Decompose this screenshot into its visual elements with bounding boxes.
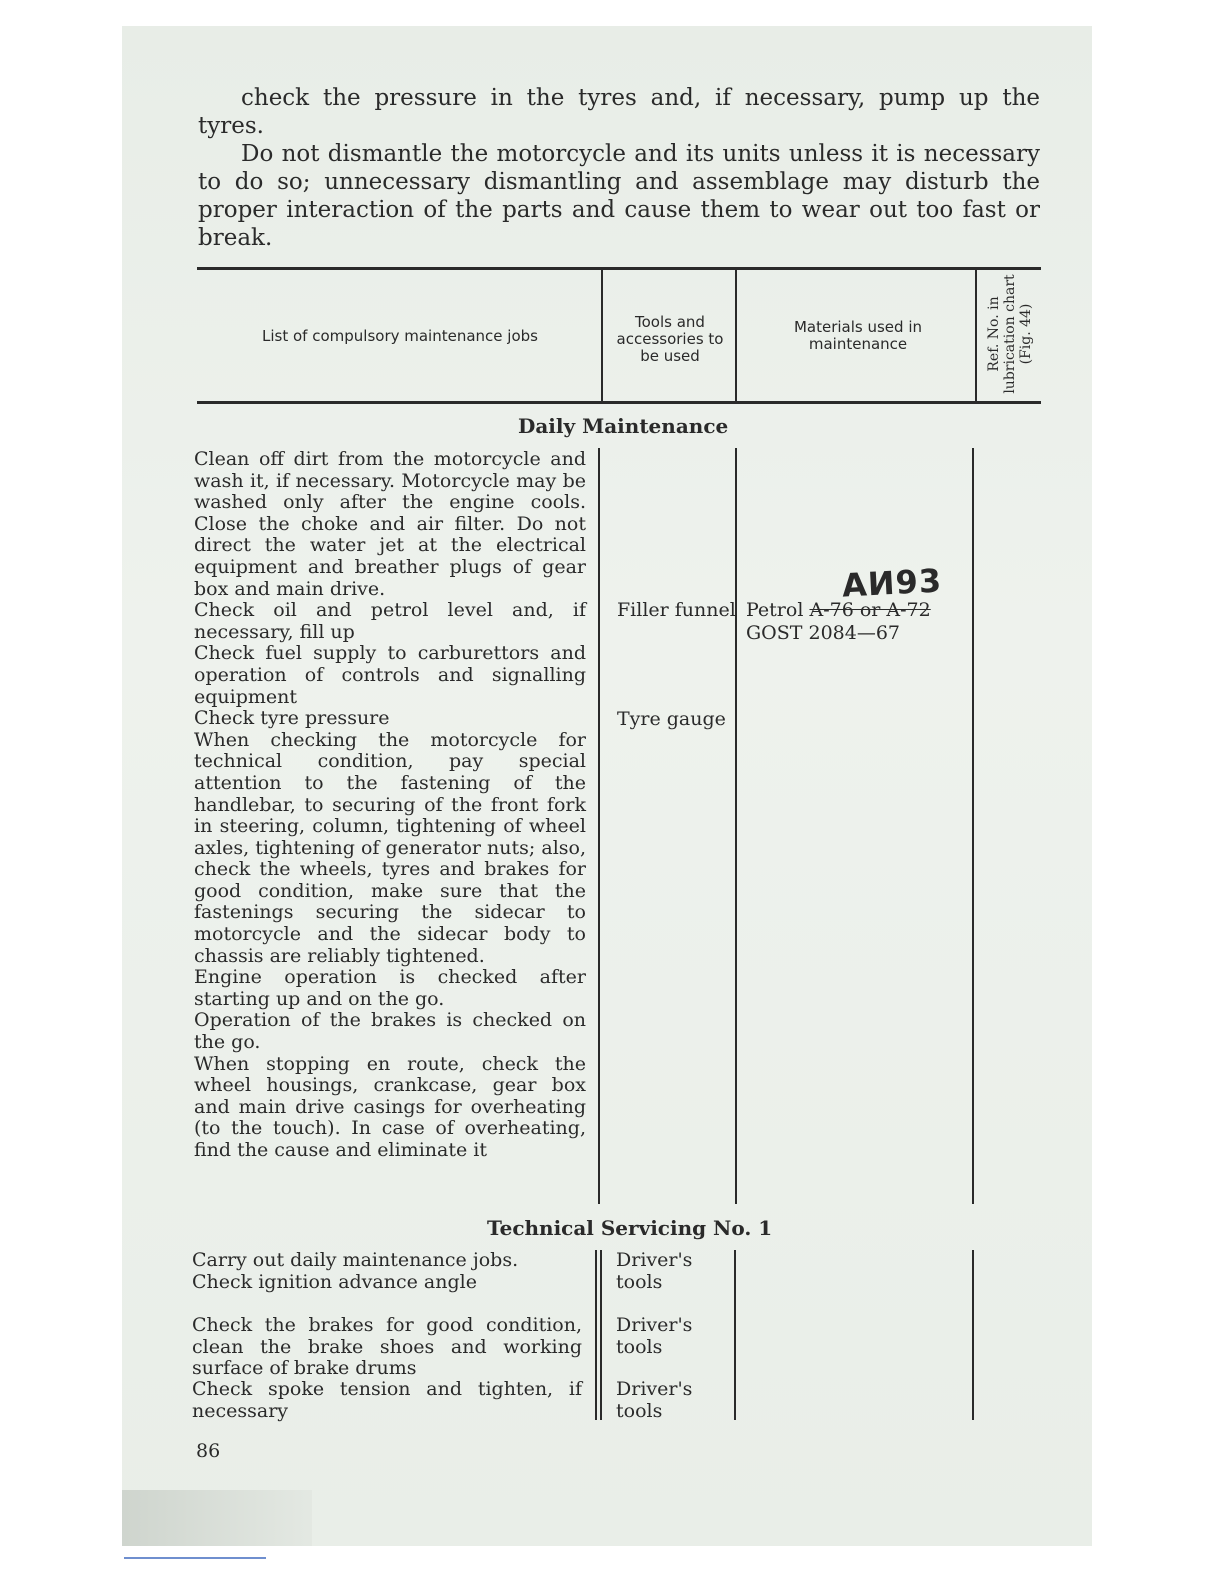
material-gost: GOST 2084—67 [746,622,901,644]
daily-divider-1 [598,448,600,1204]
ts1-job-2 [192,1315,582,1380]
daily-divider-3 [972,448,974,1204]
tool-filler-funnel: Filler funnel [617,599,736,621]
ts1-tool-2: Driver's tools [616,1314,693,1358]
ts1-job-1-text: Carry out daily maintenance jobs. Check ignition advance angle [192,1249,519,1293]
ts1-job-3-text: Check spoke tension and tighten, if necessary [192,1378,582,1422]
ts1-divider-1a [595,1250,597,1420]
section-daily-title: Daily Maintenance [518,414,729,438]
ts1-divider-3 [972,1250,974,1420]
ts1-job-3 [192,1379,582,1422]
daily-job-3: Check fuel supply to carburettors and operation of controls and signalling equipment [194,642,586,708]
daily-job-6: Engine operation is checked after starting up and on the go. [194,966,586,1010]
header-jobs: List of compulsory maintenance jobs [262,327,538,345]
daily-job-7: Operation of the brakes is checked on the go. [194,1009,586,1054]
daily-job-5: When checking the motorcycle for technical condition, pay special attention to the fastening of the handlebar, to securing of the front fork in steering, column, tightening of wheel axles, tightening of generator nuts; also, check the wheels, tyres and brakes for good condition, make sure that the fastenings securing the sidecar to motorcycle and the sidecar body to chassis are reliably tightened. [194,728,586,967]
header-ref [980,270,1040,398]
daily-job-8: When stopping en route, check the wheel housings, crankcase, gear box and main drive casings for overheating (to the touch). In case of overheating, find the cause and eliminate it [194,1052,586,1161]
ts1-job-2-text: Check the brakes for good condition, clean the brake shoes and working surface of brake drums [192,1314,582,1380]
table-top-rule [197,267,1041,270]
ts1-divider-2 [734,1250,736,1420]
ts1-job-1 [192,1250,582,1293]
page-shadow [122,1490,312,1546]
header-tools: Tools and accessories to be used [616,313,724,365]
material-petrol-line [746,600,931,622]
header-divider-3 [975,270,977,401]
daily-job-4: Check tyre pressure [194,707,390,730]
intro-paragraph-1: check the pressure in the tyres and, if necessary, pump up the tyres. [198,85,1040,139]
intro-paragraph-2: Do not dismantle the motorcycle and its units unless it is necessary to do so; unnecessary dismantling and assemblage may disturb the proper interaction of the parts and cause them to wear out too fast or break. [198,141,1040,251]
bottom-rule [124,1557,266,1559]
header-ref-text: Ref. No. in lubrication chart (Fig. 44) [986,274,1034,394]
header-divider-2 [735,270,737,401]
ts1-tool-1: Driver's tools [616,1249,693,1293]
daily-divider-2 [735,448,737,1204]
ts1-tool-3: Driver's tools [616,1378,693,1422]
tool-tyre-gauge: Tyre gauge [617,708,726,730]
daily-job-1: Clean off dirt from the motorcycle and wash it, if necessary. Motorcycle may be washed only after the engine cools. Close the choke and air filter. Do not direct the water jet at the electrical equipment and breather plugs of gear box and main drive. [194,448,586,600]
section-ts1-title: Technical Servicing No. 1 [487,1216,773,1240]
table-header-bottom-rule [197,401,1041,404]
material-petrol: Petrol [746,599,804,621]
header-materials: Materials used in maintenance [793,318,923,353]
daily-jobs-list [194,449,586,1162]
intro-text [198,84,1040,252]
ts1-divider-1b [600,1250,602,1420]
daily-job-2: Check oil and petrol level and, if necessary, fill up [194,599,586,643]
handwritten-correction: АИ93 [841,561,944,605]
header-divider-1 [601,270,603,401]
material-struck-grades: A-76 or A-72 [809,599,931,621]
page-number: 86 [196,1440,221,1462]
